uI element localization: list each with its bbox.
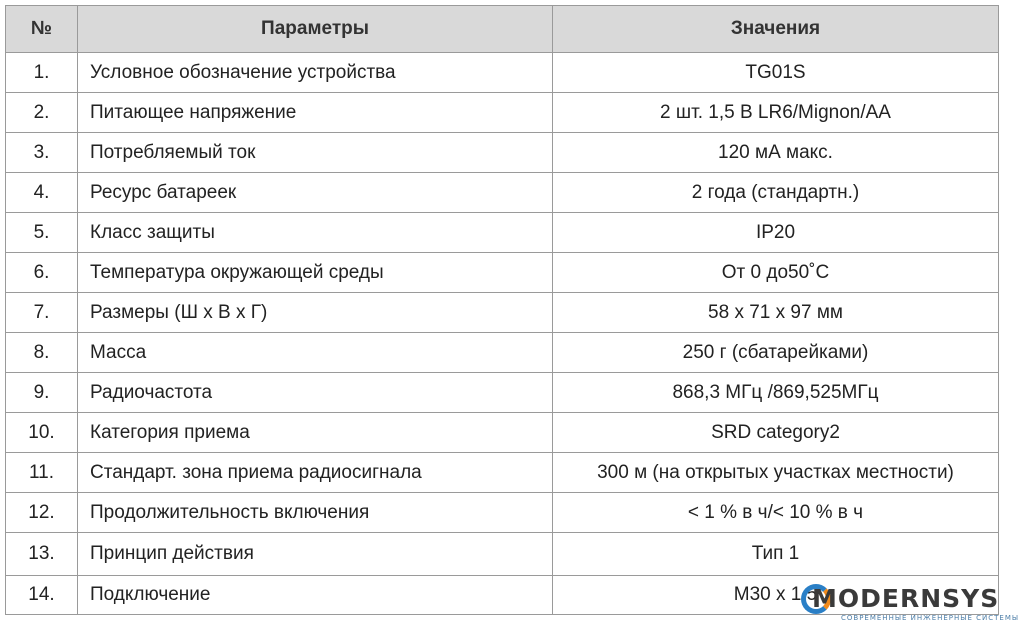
- header-parameters: Параметры: [78, 6, 553, 53]
- row-parameter: Ресурс батареек: [78, 173, 553, 213]
- header-number: №: [6, 6, 78, 53]
- row-number: 2.: [6, 93, 78, 133]
- row-number: 8.: [6, 333, 78, 373]
- row-value: 300 м (на открытых участках местности): [553, 453, 999, 493]
- logo-text: MODERNSYS: [812, 584, 1000, 613]
- row-parameter: Питающее напряжение: [78, 93, 553, 133]
- table-header-row: [6, 6, 999, 53]
- row-number: 3.: [6, 133, 78, 173]
- row-number: 14.: [6, 576, 78, 615]
- table-row: [6, 333, 999, 373]
- row-value: < 1 % в ч/< 10 % в ч: [553, 493, 999, 533]
- row-value: IP20: [553, 213, 999, 253]
- row-value: TG01S: [553, 53, 999, 93]
- row-parameter: Класс защиты: [78, 213, 553, 253]
- row-value: 250 г (сбатарейками): [553, 333, 999, 373]
- row-parameter: Масса: [78, 333, 553, 373]
- table-row: [6, 493, 999, 533]
- row-parameter: Размеры (Ш х В х Г): [78, 293, 553, 333]
- table-row: [6, 133, 999, 173]
- row-parameter: Принцип действия: [78, 533, 553, 576]
- row-number: 4.: [6, 173, 78, 213]
- header-values: Значения: [553, 6, 999, 53]
- row-value: 120 мА макс.: [553, 133, 999, 173]
- table-row: [6, 293, 999, 333]
- row-value: 2 года (стандартн.): [553, 173, 999, 213]
- row-value: 2 шт. 1,5 В LR6/Mignon/AA: [553, 93, 999, 133]
- row-number: 5.: [6, 213, 78, 253]
- table-row: [6, 253, 999, 293]
- row-value: Тип 1: [553, 533, 999, 576]
- table-row: [6, 533, 999, 576]
- row-parameter: Продолжительность включения: [78, 493, 553, 533]
- table-row: [6, 213, 999, 253]
- row-value: 58 х 71 х 97 мм: [553, 293, 999, 333]
- logo-subtitle: СОВРЕМЕННЫЕ ИНЖЕНЕРНЫЕ СИСТЕМЫ: [841, 614, 1019, 622]
- row-parameter: Температура окружающей среды: [78, 253, 553, 293]
- row-number: 9.: [6, 373, 78, 413]
- row-number: 12.: [6, 493, 78, 533]
- row-value: 868,3 МГц /869,525МГц: [553, 373, 999, 413]
- table-row: [6, 453, 999, 493]
- row-value: SRD category2: [553, 413, 999, 453]
- modernsys-logo: [801, 584, 1019, 630]
- row-value: М30 х 1,5: [553, 576, 999, 615]
- row-number: 13.: [6, 533, 78, 576]
- row-parameter: Стандарт. зона приема радиосигнала: [78, 453, 553, 493]
- table-row: [6, 173, 999, 213]
- row-value: От 0 до50˚C: [553, 253, 999, 293]
- row-parameter: Радиочастота: [78, 373, 553, 413]
- row-parameter: Потребляемый ток: [78, 133, 553, 173]
- row-number: 11.: [6, 453, 78, 493]
- row-number: 10.: [6, 413, 78, 453]
- row-parameter: Категория приема: [78, 413, 553, 453]
- row-number: 6.: [6, 253, 78, 293]
- row-number: 7.: [6, 293, 78, 333]
- table-row: [6, 93, 999, 133]
- table-row: [6, 53, 999, 93]
- table-row: [6, 413, 999, 453]
- row-parameter: Подключение: [78, 576, 553, 615]
- specifications-table: [5, 5, 999, 615]
- row-parameter: Условное обозначение устройства: [78, 53, 553, 93]
- table-row: [6, 373, 999, 413]
- row-number: 1.: [6, 53, 78, 93]
